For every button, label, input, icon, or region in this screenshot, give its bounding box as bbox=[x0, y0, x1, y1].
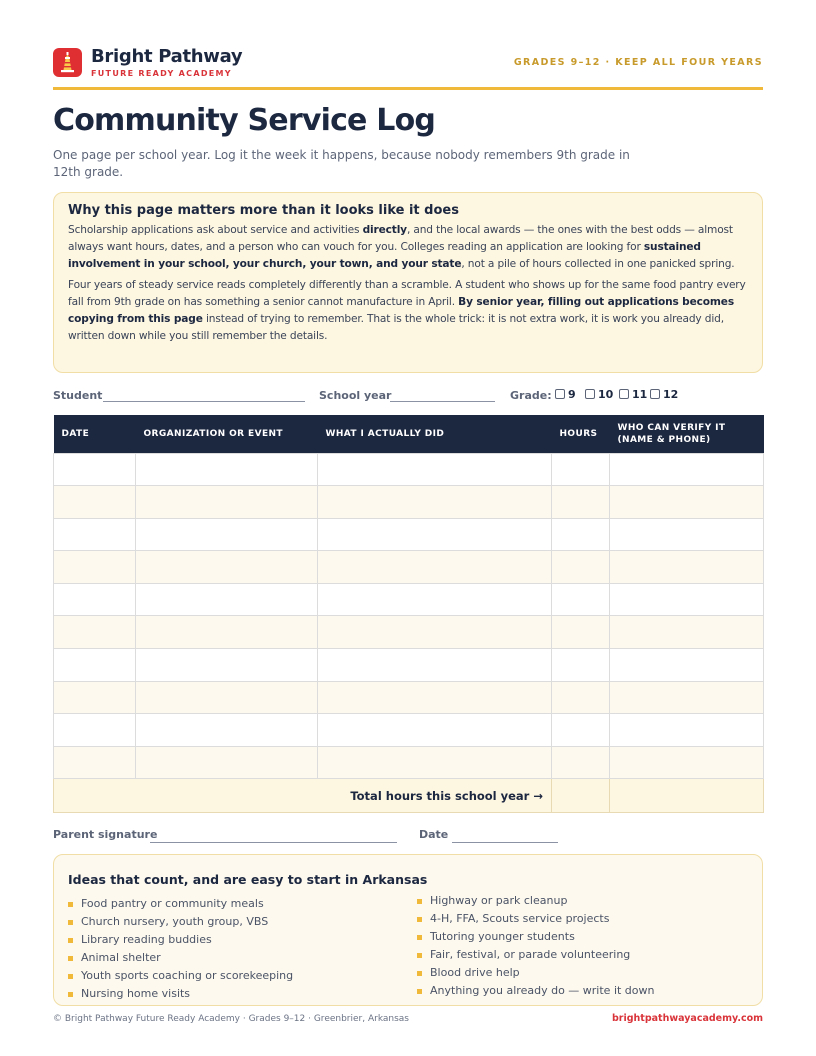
column-header-what-i-did: WHAT I ACTUALLY DID bbox=[318, 415, 552, 453]
table-cell[interactable] bbox=[552, 649, 610, 682]
table-cell[interactable] bbox=[610, 518, 764, 551]
table-cell[interactable] bbox=[318, 486, 552, 519]
table-cell[interactable] bbox=[318, 649, 552, 682]
table-cell[interactable] bbox=[610, 616, 764, 649]
grade-option-label: 11 bbox=[632, 388, 648, 401]
checkbox-icon bbox=[619, 389, 629, 399]
table-cell[interactable] bbox=[54, 518, 136, 551]
checkbox-icon bbox=[585, 389, 595, 399]
table-cell[interactable] bbox=[552, 518, 610, 551]
page-subtitle: One page per school year. Log it the week it happens, because nobody remembers 9th grade in 12th grade. bbox=[53, 148, 630, 179]
list-item: Highway or park cleanup bbox=[417, 892, 655, 910]
table-cell[interactable] bbox=[610, 714, 764, 747]
table-cell[interactable] bbox=[610, 583, 764, 616]
grade-label: Grade: bbox=[510, 389, 552, 402]
table-cell[interactable] bbox=[318, 714, 552, 747]
callout-text: , and the local awards — the ones with the best odds — almost always want hours, dates, and a person who can vouch for you. Colleges reading an application are looking for bbox=[68, 224, 733, 253]
table-cell[interactable] bbox=[136, 518, 318, 551]
table-cell[interactable] bbox=[136, 616, 318, 649]
table-header-row bbox=[54, 415, 764, 453]
table-cell[interactable] bbox=[318, 681, 552, 714]
list-item: Fair, festival, or parade volunteering bbox=[417, 946, 655, 964]
table-row bbox=[54, 714, 764, 747]
table-cell[interactable] bbox=[54, 486, 136, 519]
grades-tag: GRADES 9–12 · KEEP ALL FOUR YEARS bbox=[513, 57, 763, 68]
table-cell[interactable] bbox=[54, 649, 136, 682]
footer-copyright: © Bright Pathway Future Ready Academy · Grades 9–12 · Greenbrier, Arkansas bbox=[53, 1014, 409, 1024]
table-cell[interactable] bbox=[552, 583, 610, 616]
footer-website-link[interactable]: brightpathwayacademy.com bbox=[611, 1013, 763, 1024]
list-item: Blood drive help bbox=[417, 964, 655, 982]
callout-paragraph-1 bbox=[68, 222, 748, 273]
column-header-hours: HOURS bbox=[552, 415, 610, 453]
total-hours-label: Total hours this school year → bbox=[54, 779, 552, 813]
table-cell[interactable] bbox=[318, 551, 552, 584]
table-cell[interactable] bbox=[318, 746, 552, 779]
checkbox-icon bbox=[555, 389, 565, 399]
table-cell[interactable] bbox=[552, 551, 610, 584]
table-cell[interactable] bbox=[552, 746, 610, 779]
table-cell[interactable] bbox=[54, 551, 136, 584]
student-label: Student bbox=[53, 389, 103, 402]
table-cell[interactable] bbox=[136, 453, 318, 486]
table-cell[interactable] bbox=[54, 616, 136, 649]
callout-text: instead of trying to remember. That is the whole trick: it is not extra work, it is work you already did, written down while you still remember the details. bbox=[68, 313, 724, 342]
table-row bbox=[54, 681, 764, 714]
table-cell[interactable] bbox=[610, 681, 764, 714]
table-row bbox=[54, 746, 764, 779]
table-cell[interactable] bbox=[136, 583, 318, 616]
list-item: Church nursery, youth group, VBS bbox=[68, 913, 293, 931]
student-input-line[interactable] bbox=[103, 401, 305, 402]
lighthouse-logo-icon bbox=[53, 48, 82, 77]
ideas-list-right bbox=[417, 892, 655, 1000]
checkbox-icon bbox=[650, 389, 660, 399]
grade-10-checkbox[interactable] bbox=[585, 388, 613, 401]
grade-11-checkbox[interactable] bbox=[619, 388, 647, 401]
ideas-list-left bbox=[68, 895, 293, 1003]
table-cell[interactable] bbox=[318, 583, 552, 616]
grade-12-checkbox[interactable] bbox=[650, 388, 678, 401]
parent-signature-line[interactable] bbox=[150, 842, 397, 843]
why-callout bbox=[53, 192, 763, 373]
brand-name: Bright Pathway bbox=[91, 46, 243, 67]
table-cell[interactable] bbox=[54, 746, 136, 779]
table-row bbox=[54, 551, 764, 584]
total-hours-cell[interactable] bbox=[552, 779, 610, 813]
table-cell[interactable] bbox=[552, 616, 610, 649]
page-header bbox=[53, 46, 763, 90]
callout-text: , not a pile of hours collected in one panicked spring. bbox=[461, 258, 735, 270]
table-cell[interactable] bbox=[610, 649, 764, 682]
ideas-title: Ideas that count, and are easy to start in Arkansas bbox=[68, 872, 428, 887]
callout-emphasis: directly bbox=[362, 224, 407, 236]
table-cell[interactable] bbox=[136, 681, 318, 714]
page-title: Community Service Log bbox=[53, 103, 436, 138]
grade-9-checkbox[interactable] bbox=[555, 388, 576, 401]
table-cell[interactable] bbox=[136, 486, 318, 519]
date-input-line[interactable] bbox=[452, 842, 558, 843]
callout-text: Four years of steady service reads completely differently than a scramble. A student who shows up for the same food pantry every fall from 9th grade on has something a senior cannot manufacture in April. bbox=[68, 279, 746, 308]
grade-option-label: 12 bbox=[663, 388, 679, 401]
table-cell[interactable] bbox=[54, 681, 136, 714]
table-cell[interactable] bbox=[552, 453, 610, 486]
list-item: Youth sports coaching or scorekeeping bbox=[68, 967, 293, 985]
callout-paragraph-2 bbox=[68, 277, 748, 345]
table-cell[interactable] bbox=[318, 453, 552, 486]
table-row bbox=[54, 518, 764, 551]
column-header-date: DATE bbox=[54, 415, 136, 453]
list-item: Anything you already do — write it down bbox=[417, 982, 655, 1000]
grade-option-label: 9 bbox=[568, 388, 576, 401]
date-label: Date bbox=[419, 828, 449, 841]
total-empty-cell bbox=[610, 779, 764, 813]
parent-signature-label: Parent signature bbox=[53, 828, 158, 841]
table-cell[interactable] bbox=[610, 453, 764, 486]
school-year-input-line[interactable] bbox=[390, 401, 495, 402]
list-item: Library reading buddies bbox=[68, 931, 293, 949]
table-cell[interactable] bbox=[610, 486, 764, 519]
list-item: Food pantry or community meals bbox=[68, 895, 293, 913]
list-item: Tutoring younger students bbox=[417, 928, 655, 946]
callout-emphasis: By senior year, filling out applications becomes copying from this page bbox=[68, 296, 734, 325]
table-cell[interactable] bbox=[54, 583, 136, 616]
list-item: 4-H, FFA, Scouts service projects bbox=[417, 910, 655, 928]
table-row bbox=[54, 486, 764, 519]
table-cell[interactable] bbox=[610, 746, 764, 779]
grade-option-label: 10 bbox=[598, 388, 614, 401]
table-row bbox=[54, 453, 764, 486]
table-cell[interactable] bbox=[54, 714, 136, 747]
table-cell[interactable] bbox=[552, 714, 610, 747]
table-cell[interactable] bbox=[552, 681, 610, 714]
column-header-verifier: WHO CAN VERIFY IT (NAME & PHONE) bbox=[610, 415, 764, 453]
brand-subtitle: FUTURE READY ACADEMY bbox=[91, 69, 232, 78]
callout-emphasis: sustained involvement in your school, your church, your town, and your state bbox=[68, 241, 701, 270]
list-item: Nursing home visits bbox=[68, 985, 293, 1003]
table-cell[interactable] bbox=[136, 551, 318, 584]
table-cell[interactable] bbox=[136, 649, 318, 682]
list-item: Animal shelter bbox=[68, 949, 293, 967]
table-cell[interactable] bbox=[136, 746, 318, 779]
table-cell[interactable] bbox=[318, 616, 552, 649]
signature-fields bbox=[53, 828, 763, 846]
callout-text: Scholarship applications ask about service and activities bbox=[68, 224, 363, 236]
column-header-organization: ORGANIZATION OR EVENT bbox=[136, 415, 318, 453]
callout-title: Why this page matters more than it looks like it does bbox=[68, 203, 459, 218]
table-cell[interactable] bbox=[552, 486, 610, 519]
service-log-table bbox=[53, 415, 764, 813]
school-year-label: School year bbox=[319, 389, 392, 402]
table-cell[interactable] bbox=[610, 551, 764, 584]
table-row bbox=[54, 583, 764, 616]
table-cell[interactable] bbox=[318, 518, 552, 551]
table-row bbox=[54, 616, 764, 649]
total-row bbox=[54, 779, 764, 813]
table-row bbox=[54, 649, 764, 682]
ideas-box bbox=[53, 854, 763, 1006]
table-cell[interactable] bbox=[136, 714, 318, 747]
table-cell[interactable] bbox=[54, 453, 136, 486]
student-fields bbox=[53, 387, 763, 405]
